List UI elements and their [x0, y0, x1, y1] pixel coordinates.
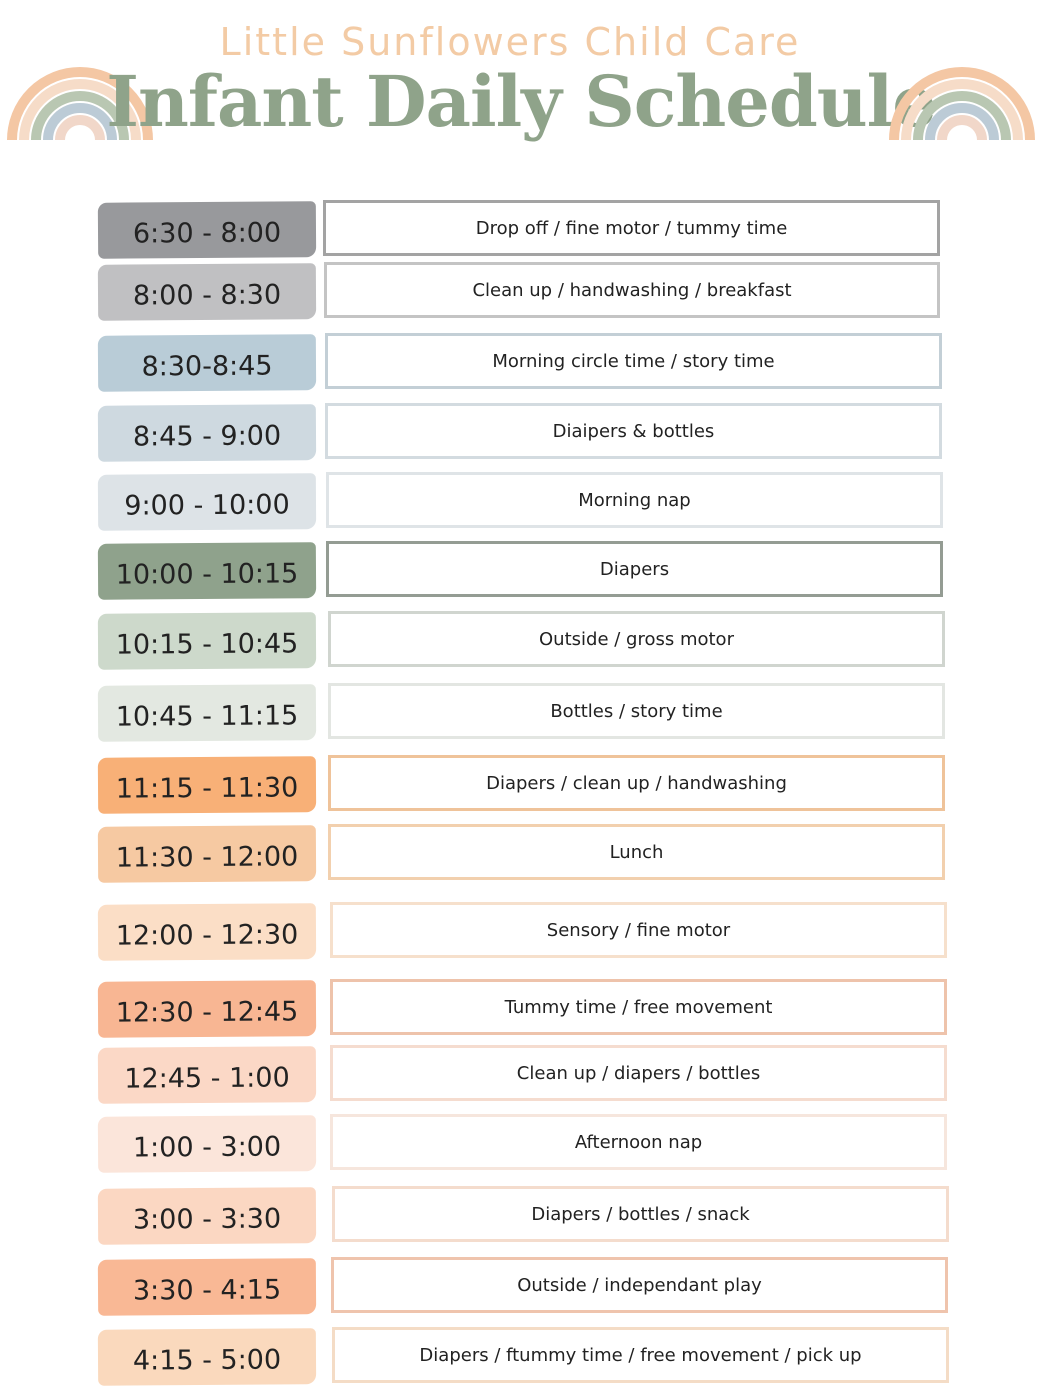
activity-box: Drop off / fine motor / tummy time	[323, 200, 940, 256]
time-slot: 10:15 - 10:45	[98, 612, 316, 670]
schedule-row	[0, 472, 1047, 532]
time-slot: 12:00 - 12:30	[98, 903, 316, 961]
activity-box: Diaipers & bottles	[325, 403, 942, 459]
schedule-row	[0, 1045, 1047, 1105]
time-slot: 4:15 - 5:00	[98, 1328, 316, 1386]
time-slot: 10:00 - 10:15	[98, 542, 316, 600]
page-title: Infant Daily Schedule	[106, 60, 936, 143]
schedule-row	[0, 611, 1047, 671]
time-slot: 12:45 - 1:00	[98, 1046, 316, 1104]
time-slot: 9:00 - 10:00	[98, 473, 316, 531]
time-slot: 10:45 - 11:15	[98, 684, 316, 742]
schedule-row	[0, 755, 1047, 815]
schedule-row	[0, 1257, 1047, 1317]
time-slot: 12:30 - 12:45	[98, 980, 316, 1038]
time-slot: 8:30-8:45	[98, 334, 316, 392]
time-slot: 6:30 - 8:00	[98, 201, 316, 259]
time-slot: 3:30 - 4:15	[98, 1258, 316, 1316]
activity-box: Diapers	[326, 541, 943, 597]
activity-box: Afternoon nap	[330, 1114, 947, 1170]
schedule-row	[0, 902, 1047, 962]
activity-box: Diapers / bottles / snack	[332, 1186, 949, 1242]
schedule-row	[0, 262, 1047, 322]
activity-box: Bottles / story time	[328, 683, 945, 739]
schedule-row	[0, 1186, 1047, 1246]
activity-box: Diapers / clean up / handwashing	[328, 755, 945, 811]
time-slot: 11:30 - 12:00	[98, 825, 316, 883]
rainbow-right-icon	[886, 20, 1038, 142]
activity-box: Diapers / ftummy time / free movement / pick up	[332, 1327, 949, 1383]
daycare-name: Little Sunflowers Child Care	[219, 20, 801, 64]
schedule-row	[0, 403, 1047, 463]
time-slot: 3:00 - 3:30	[98, 1187, 316, 1245]
activity-box: Morning nap	[326, 472, 943, 528]
schedule-row	[0, 824, 1047, 884]
activity-box: Tummy time / free movement	[330, 979, 947, 1035]
schedule-row	[0, 1114, 1047, 1174]
schedule-row	[0, 333, 1047, 393]
schedule-row	[0, 200, 1047, 260]
time-slot: 11:15 - 11:30	[98, 756, 316, 814]
activity-box: Clean up / diapers / bottles	[330, 1045, 947, 1101]
time-slot: 8:45 - 9:00	[98, 404, 316, 462]
schedule-row	[0, 1327, 1047, 1387]
activity-box: Outside / gross motor	[328, 611, 945, 667]
schedule-row	[0, 541, 1047, 601]
activity-box: Lunch	[328, 824, 945, 880]
schedule-row	[0, 683, 1047, 743]
time-slot: 8:00 - 8:30	[98, 263, 316, 321]
activity-box: Sensory / fine motor	[330, 902, 947, 958]
time-slot: 1:00 - 3:00	[98, 1115, 316, 1173]
schedule-row	[0, 979, 1047, 1039]
activity-box: Outside / independant play	[331, 1257, 948, 1313]
activity-box: Morning circle time / story time	[325, 333, 942, 389]
activity-box: Clean up / handwashing / breakfast	[324, 262, 940, 318]
